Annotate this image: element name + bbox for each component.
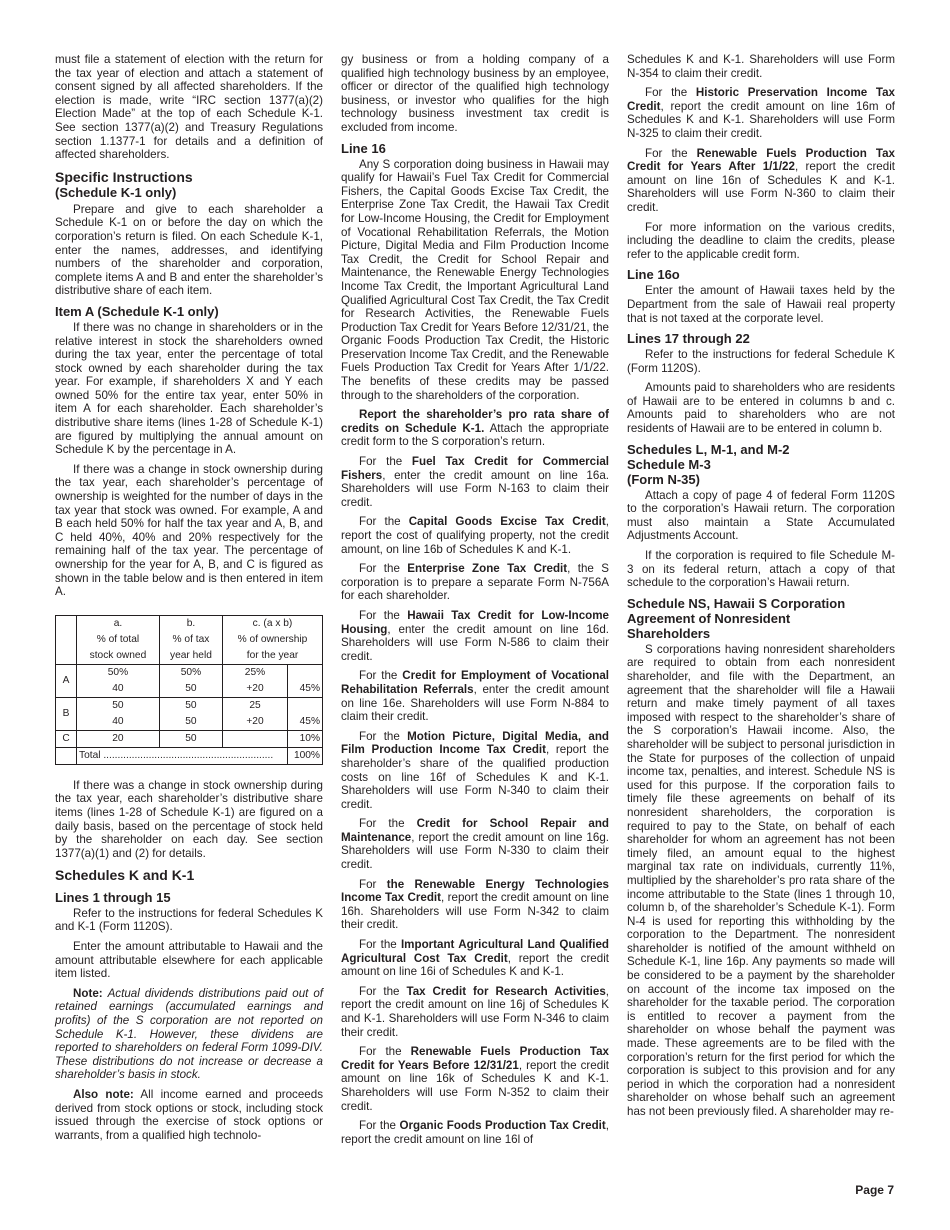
paragraph: Amounts paid to shareholders who are residents of Hawaii are to be entered in columns b and c. Amounts paid to shareholders who are not residents of Hawaii are to be entered in column b. [627,381,895,436]
credit-list [627,86,895,214]
paragraph: gy business or from a holding company of a qualified high technology business by an employee, officer or director of the qualified high technology business, or investor who qualifies for the high technology business investment tax credit is excluded from income. [341,53,609,134]
credit-paragraph: For the Renewable Fuels Production Tax Credit for Years Before 12/31/21, report the credit amount on line 16k of Schedules K and K-1. Shareholders will use Form N-352 to claim their credit. [341,1045,610,1113]
paragraph: Refer to the instructions for federal Schedules K and K-1 (Form 1120S). [55,906,323,934]
subsection-heading: Line 16 [341,140,386,156]
section-heading: Specific Instructions (Schedule K-1 only) [55,168,193,201]
section-heading: Schedules K and K-1 [55,867,195,884]
note-paragraph: Note: Actual dividends distributions paid out of retained earnings (accumulated earnings and profits) of the S corporation are not reported on Schedule K-1. However, these dividens are reported to shareholders on federal Form 1099-DIV. These distributions do not increase or decrease a shareholder’s basis in stock. [55,986,323,1082]
paragraph: If there was a change in stock ownership during the tax year, each shareholder’s distributive share items (lines 1-28 of Schedule K-1) are figured on a daily basis, based on the percentage of stock held by the shareholder on each day. See section 1377(a)(1) and (2) for details. [55,778,323,860]
table-row: B 50 50 25 [56,697,323,714]
paragraph: If the corporation is required to file Schedule M-3 on its federal return, attach a copy of that schedule to the corporation’s Hawaii return. [627,549,895,590]
table-header-row: a. b. c. (a x b) [56,615,323,632]
paragraph: Any S corporation doing business in Hawaii may qualify for Hawaii’s Fuel Tax Credit for Commercial Fishers, the Capital Goods Excise Tax Credit, the Enterprise Zone Tax Credit, the Hawaii Tax Credit for Low-Income Housing, the Credit for Employment of Vocational Rehabilitation Referrals, the Motion Picture, Digital Media and Film Production Income Tax Credit, the Credit for School Repair and Maintenance, the Renewable Energy Technologies Income Tax Credit, the Important Agricultural Land Qualified Agricultural Cost Tax Credit, the Tax Credit for Research Activities, the Renewable Fuels Production Tax Credit for Years Before 12/31/21, the Organic Foods Production Tax Credit, the Historic Preservation Income Tax Credit, and the Renewable Fuels Production Tax Credit for Years After 1/1/22. The benefits of these credits may be passed through to the shareholders of the corporation. [341,157,609,402]
paragraph: For more information on the various credits, including the deadline to claim the credits, please refer to the applicable credit form. [627,220,895,261]
credit-paragraph: For the Credit for School Repair and Maintenance, report the credit amount on line 16g. Shareholders will use Form N-330 to claim their credit. [341,817,609,872]
paragraph: Refer to the instructions for federal Schedule K (Form 1120S). [627,348,895,375]
subsection-heading: Schedule NS, Hawaii S Corporation Agreement of Nonresident Shareholders [627,595,846,641]
table-total-row: Total ............................................................ 100% [56,747,323,764]
ownership-table [55,615,323,765]
credit-paragraph: For the Motion Picture, Digital Media, and Film Production Income Tax Credit, report the shareholder’s share of the qualified production costs on line 16f of Schedules K and K-1. Shareholders will use Form N-340 to claim their credit. [341,729,610,811]
paragraph: If there was no change in shareholders or in the relative interest in stock the shareholders owned during the tax year, enter the percentage of total stock owned by each shareholder during the tax year. For example, if shareholders X and Y each owned 50% for the entire tax year, enter 50% in item A for each shareholder. Each shareholder’s distributive share items (lines 1-28 of Schedule K-1) are figured by multiplying the annual amount on Schedule K by the percentage in A. [55,320,323,457]
paragraph: must file a statement of election with the return for the tax year of election and attach a statement of consent signed by all affected shareholders. If the election is made, write “IRC section 1377(a)(2) Election Made” at the top of each Schedule K-1. See section 1377(a)(2) and Treasury Regulations section 1.1377-1 for details and a definition of affected shareholders. [55,53,323,162]
paragraph: Attach a copy of page 4 of federal Form 1120S to the corporation’s Hawaii return. The corporation must also maintain a State Accumulated Adjustments Account. [627,488,895,543]
also-note-paragraph: Also note: All income earned and proceeds derived from stock options or stock, including stock issued through the exercise of stock options or warrants, from a qualified high technolo- [55,1087,323,1142]
subsection-heading: Item A (Schedule K-1 only) [55,303,219,319]
subsection-heading: Lines 1 through 15 [55,889,171,905]
paragraph: Enter the amount attributable to Hawaii and the amount attributable elsewhere for each applicable item listed. [55,940,323,981]
credit-paragraph: For the Enterprise Zone Tax Credit, the S corporation is to prepare a separate Form N-756A for each shareholder. [341,562,609,603]
paragraph: Enter the amount of Hawaii taxes held by the Department from the sale of Hawaii real property that is not taxed at the corporate level. [627,284,895,325]
table-header-row: % of total % of tax % of ownership [56,632,323,648]
credit-paragraph: For the Renewable Energy Technologies Income Tax Credit, report the credit amount on line 16h. Shareholders will use Form N-342 to claim their credit. [341,877,609,932]
table-row: A 50% 50% 25% [56,664,323,681]
credit-paragraph: For the Capital Goods Excise Tax Credit, report the cost of qualifying property, not the credit amount, on line 16b of Schedules K and K-1. [341,515,609,556]
paragraph: Report the shareholder’s pro rata share of credits on Schedule K-1. Attach the appropriate credit form to the S corporation’s return. [341,408,609,449]
credit-paragraph: For the Organic Foods Production Tax Credit, report the credit amount on line 16l of [341,1119,609,1146]
credit-paragraph: For the Renewable Fuels Production Tax Credit for Years After 1/1/22, report the credit amount on line 16n of Schedules K and K-1. Shareholders will use Form N-360 to claim their credit. [627,146,896,214]
credit-paragraph: For the Credit for Employment of Vocational Rehabilitation Referrals, enter the credit amount on line 16e. Shareholders will use Form N-884 to claim their credit. [341,669,609,724]
column-1 [55,53,323,1148]
paragraph: Schedules K and K-1. Shareholders will use Form N-354 to claim their credit. [627,53,895,80]
credit-paragraph: For the Tax Credit for Research Activities, report the credit amount on line 16j of Schedules K and K-1. Shareholders will use Form N-346 to claim their credit. [341,984,610,1039]
subsection-heading: Lines 17 through 22 [627,331,750,347]
table-row: 40 50 +20 45% [56,681,323,698]
table-row: C 20 50 10% [56,730,323,747]
page-number: Page 7 [855,1183,894,1197]
table-row: 40 50 +20 45% [56,714,323,731]
subsection-heading: Schedules L, M-1, and M-2 Schedule M-3 (Form N-35) [627,441,790,487]
paragraph: If there was a change in stock ownership during the tax year, each shareholder’s percentage of ownership is weighted for the number of days in the tax year that stock was owned. For example, A and B each held 50% for half the tax year and A, B, and C held 40%, 40% and 20% respectively for the remaining half of the tax year. The percentage of ownership for the year for A, B, and C is figured as shown in the table below and is then entered in item A. [55,462,323,599]
paragraph: Prepare and give to each shareholder a Schedule K-1 on or before the day on which the corporation’s return is filed. On each Schedule K-1, enter the names, addresses, and identifying numbers of the shareholder and corporation, complete items A and B and enter the shareholder’s distributive share of each item. [55,202,323,298]
credit-paragraph: For the Hawaii Tax Credit for Low-Income Housing, enter the credit amount on line 16d. Shareholders will use Form N-586 to claim their credit. [341,608,609,663]
credit-paragraph: For the Historic Preservation Income Tax Credit, report the credit amount on line 16m of Schedules K and K-1. Shareholders will use Form N-325 to claim their credit. [627,86,895,140]
column-2 [341,53,609,1152]
credit-list [341,455,609,1146]
credit-paragraph: For the Fuel Tax Credit for Commercial Fishers, enter the credit amount on line 16a. Shareholders will use Form N-163 to claim their credit. [341,455,610,509]
subsection-heading: Line 16o [627,267,680,283]
column-3 [627,53,895,1125]
paragraph: S corporations having nonresident shareholders are required to obtain from each nonresident shareholder, and file with the Department, an agreement that the shareholder will file a Hawaii return and make timely payment of all taxes imposed with respect to the shareholder’s share of the S corporation’s Hawaii income. Also, the shareholder will be subject to personal jurisdiction in the State for purposes of the collection of unpaid income tax, penalties, and interest. Schedule NS is used for this purpose. If the corporation fails to timely file these agreements on behalf of its nonresident shareholders, the corporation is required to pay to the State, on behalf of each shareholder for whom an agreement has not been timely filed, an amount equal to the highest marginal tax rate on individuals, currently 11%, multiplied by the shareholder’s pro rata share of the income attributable to the State (lines 1 through 10, column b, of the shareholder’s Schedule K-1). Form N-4 is used for reporting this withholding by the corporation to the Department. The nonresident shareholder is notified of the amount withheld on Schedule K-1, line 16p. Any payments so made will be considered to be a payment by the shareholder on account of the income tax imposed on the shareholder for the taxable period. The corporation is entitled to recover a payment from the shareholder on whose behalf the payment was made. These agreements are to be filed with the corporation’s return for the first period for which the corporation is subject to this provision and for any period in which the corporation had a nonresident shareholder on whose behalf such an agreement has not been previously filed. A shareholder may re- [627,642,895,1118]
credit-paragraph: For the Important Agricultural Land Qualified Agricultural Cost Tax Credit, report the credit amount on line 16i of Schedules K and K-1. [341,938,609,979]
table-header-row: stock owned year held for the year [56,648,323,665]
